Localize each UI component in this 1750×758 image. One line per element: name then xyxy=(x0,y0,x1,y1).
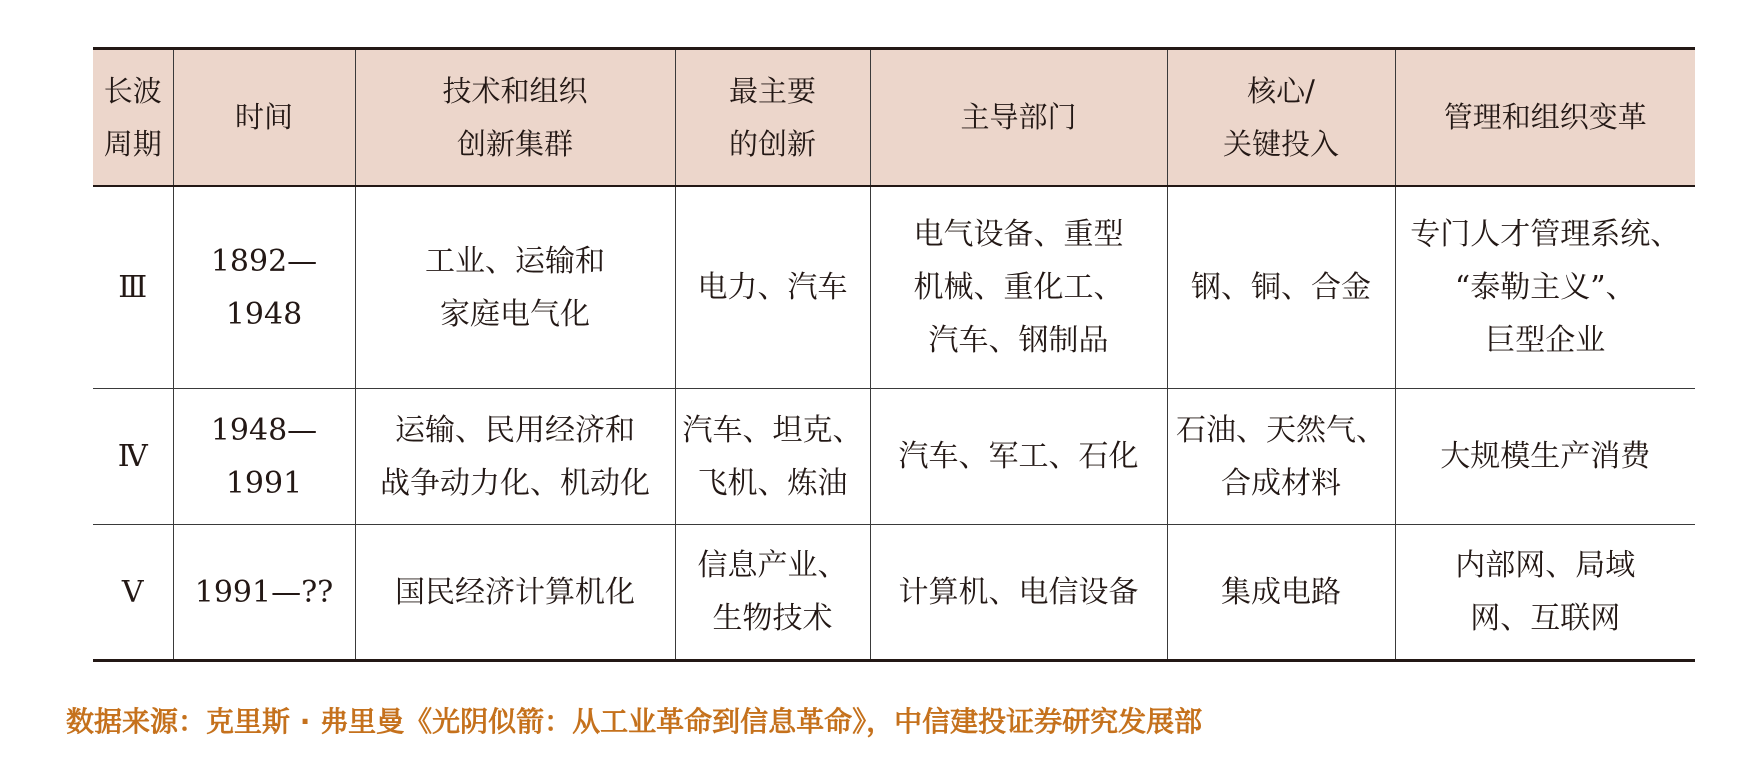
header-main-innovation xyxy=(675,49,870,187)
header-key-input xyxy=(1167,49,1395,187)
header-leading-sector xyxy=(870,49,1167,187)
cell-innovation-cluster: 国民经济计算机化 xyxy=(355,525,675,661)
table-row xyxy=(93,186,1695,389)
cell-key-input: 石油、天然气、 合成材料 xyxy=(1167,389,1395,525)
cell-cycle: Ⅴ xyxy=(93,525,173,661)
header-cycle-label: 长波 周期 xyxy=(103,73,162,161)
cell-time: 1991—?? xyxy=(173,525,355,661)
long-wave-cycle-table xyxy=(93,47,1695,662)
cell-time: 1948—1991 xyxy=(173,389,355,525)
cell-management-change: 内部网、局域 网、互联网 xyxy=(1395,525,1695,661)
cell-management-change: 专门人才管理系统、 “泰勒主义”、 巨型企业 xyxy=(1395,186,1695,389)
header-management-change xyxy=(1395,49,1695,187)
cell-main-innovation: 汽车、坦克、 飞机、炼油 xyxy=(675,389,870,525)
table-header-row xyxy=(93,49,1695,187)
header-innovation-cluster xyxy=(355,49,675,187)
table-row xyxy=(93,389,1695,525)
long-wave-table-container xyxy=(93,47,1695,662)
cell-leading-sector: 计算机、电信设备 xyxy=(870,525,1167,661)
cell-leading-sector: 汽车、军工、石化 xyxy=(870,389,1167,525)
header-innovation-cluster-label: 技术和组织 创新集群 xyxy=(442,73,588,161)
cell-key-input: 钢、铜、合金 xyxy=(1167,186,1395,389)
header-time xyxy=(173,49,355,187)
header-management-change-label: 管理和组织变革 xyxy=(1443,100,1647,134)
cell-leading-sector: 电气设备、重型 机械、重化工、 汽车、钢制品 xyxy=(870,186,1167,389)
cell-management-change: 大规模生产消费 xyxy=(1395,389,1695,525)
cell-cycle: Ⅲ xyxy=(93,186,173,389)
cell-time: 1892—1948 xyxy=(173,186,355,389)
cell-innovation-cluster: 工业、运输和 家庭电气化 xyxy=(355,186,675,389)
cell-main-innovation: 电力、汽车 xyxy=(675,186,870,389)
cell-key-input: 集成电路 xyxy=(1167,525,1395,661)
header-cycle xyxy=(93,49,173,187)
source-note: 数据来源：克里斯 · 弗里曼《光阴似箭：从工业革命到信息革命》，中信建投证券研究发展部 xyxy=(66,705,1203,738)
header-leading-sector-label: 主导部门 xyxy=(960,100,1077,134)
header-main-innovation-label: 最主要 的创新 xyxy=(728,73,816,161)
cell-innovation-cluster: 运输、民用经济和 战争动力化、机动化 xyxy=(355,389,675,525)
cell-main-innovation: 信息产业、 生物技术 xyxy=(675,525,870,661)
header-key-input-label: 核心/ 关键投入 xyxy=(1222,73,1339,161)
header-time-label: 时间 xyxy=(234,100,293,134)
table-row xyxy=(93,525,1695,661)
cell-cycle: Ⅳ xyxy=(93,389,173,525)
